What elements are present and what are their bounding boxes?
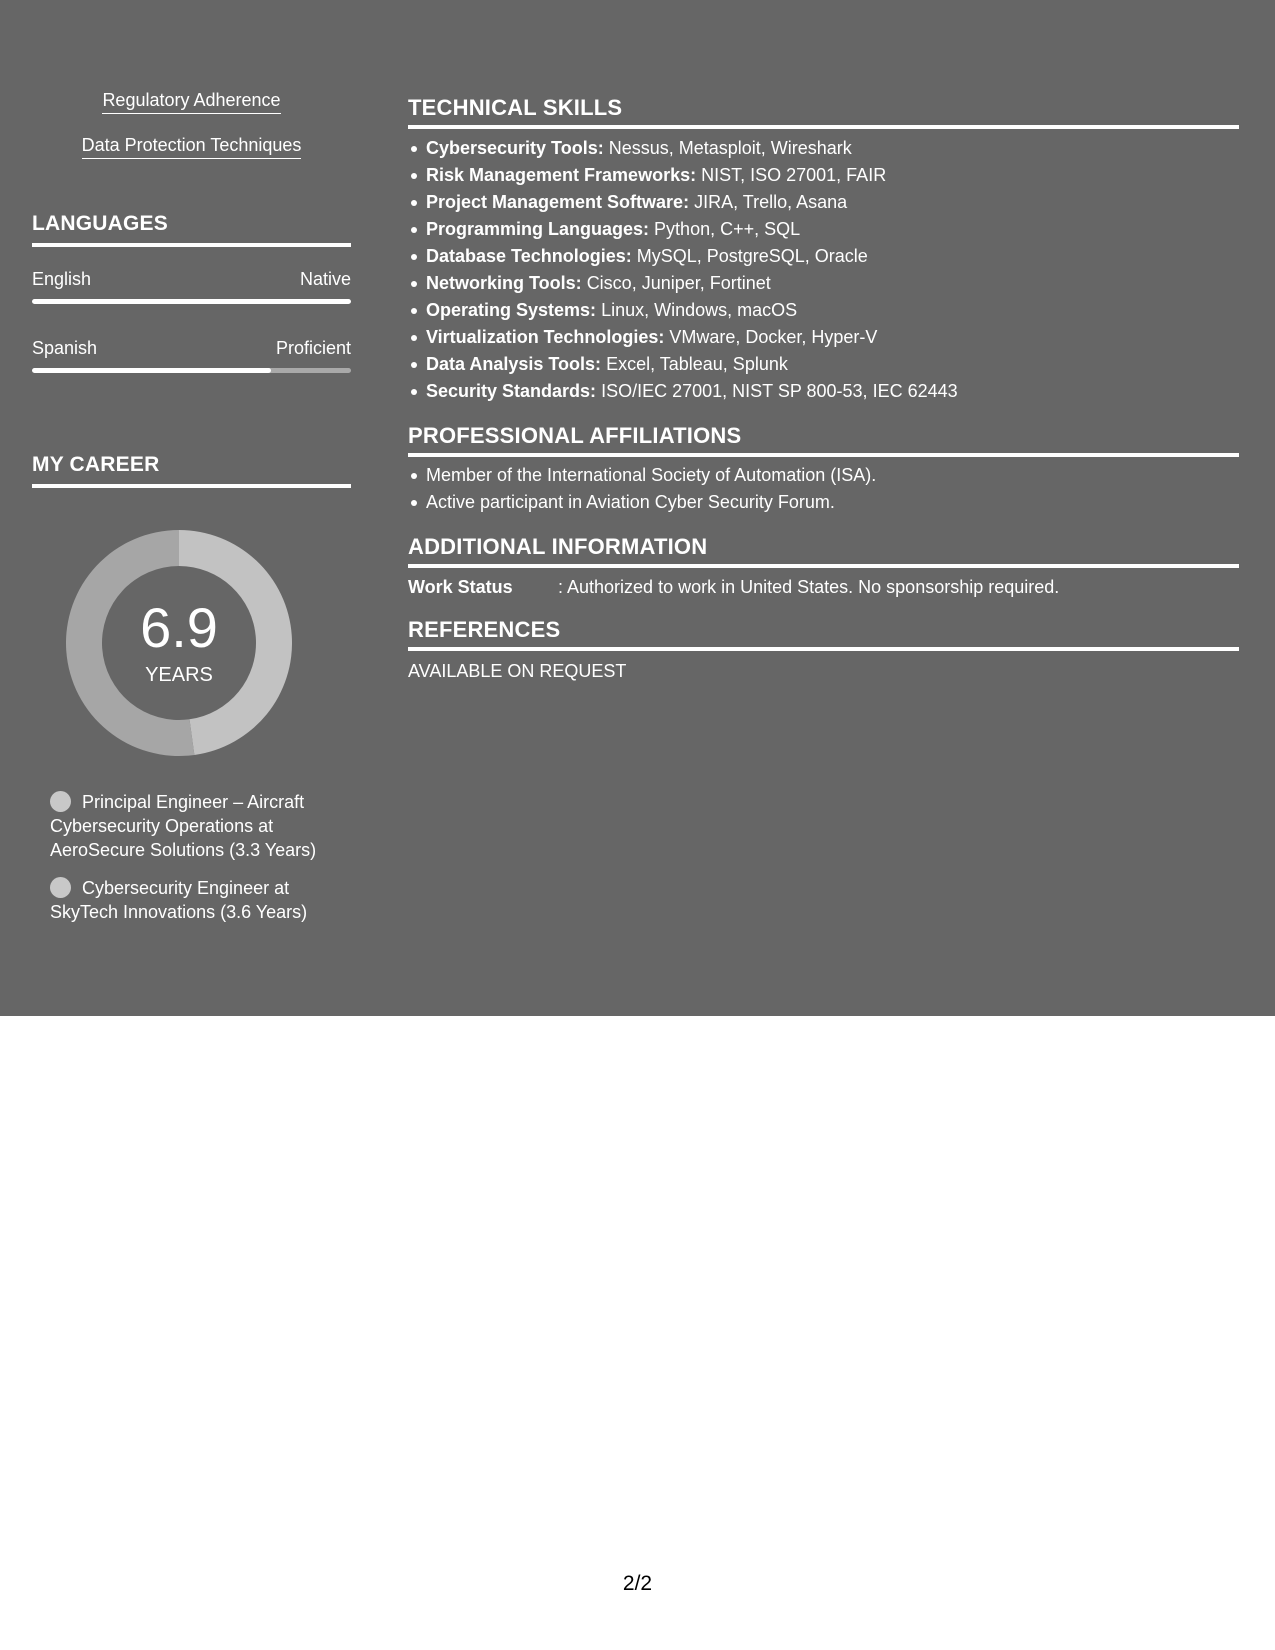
skill-category-label: Operating Systems:	[426, 300, 597, 320]
skill-category-label: Programming Languages:	[426, 219, 650, 239]
language-bar-spanish	[32, 368, 351, 373]
skill-values: Linux, Windows, macOS	[601, 300, 798, 320]
technical-skills-heading: TECHNICAL SKILLS	[408, 95, 1239, 129]
skill-category-label: Risk Management Frameworks:	[426, 165, 697, 185]
affiliation-item: Active participant in Aviation Cyber Security Forum.	[426, 489, 876, 516]
technical-skill-item	[426, 189, 958, 216]
language-bar-fill	[32, 299, 351, 304]
references-text: AVAILABLE ON REQUEST	[408, 661, 627, 681]
affiliations-list	[408, 462, 876, 516]
language-row-english	[32, 268, 351, 290]
work-status-row	[408, 576, 1059, 598]
career-years-unit: YEARS	[145, 664, 213, 686]
technical-skills-list	[408, 135, 958, 405]
career-total-years: 6.9	[140, 596, 218, 659]
technical-skill-item	[426, 351, 958, 378]
language-bar-fill	[32, 368, 271, 373]
career-role-1	[50, 790, 340, 862]
skill-values: Excel, Tableau, Splunk	[606, 354, 788, 374]
language-level: Proficient	[275, 338, 351, 358]
career-heading: MY CAREER	[32, 453, 351, 488]
language-bar-english	[32, 299, 351, 304]
technical-skill-item	[426, 162, 958, 189]
skill-category-label: Networking Tools:	[426, 273, 582, 293]
references-heading: REFERENCES	[408, 617, 1239, 651]
skill-values: VMware, Docker, Hyper-V	[669, 327, 878, 347]
skill-values: ISO/IEC 27001, NIST SP 800-53, IEC 62443	[601, 381, 958, 401]
skill-category-label: Data Analysis Tools:	[426, 354, 602, 374]
skill-link-regulatory-adherence[interactable]: Regulatory Adherence	[32, 89, 351, 111]
career-role-2	[50, 876, 340, 924]
technical-skill-item	[426, 243, 958, 270]
technical-skill-item	[426, 216, 958, 243]
technical-skill-item	[426, 324, 958, 351]
skill-category-label: Virtualization Technologies:	[426, 327, 665, 347]
skill-category-label: Project Management Software:	[426, 192, 690, 212]
technical-skill-item	[426, 135, 958, 162]
language-level: Native	[299, 269, 351, 289]
language-row-spanish	[32, 337, 351, 359]
language-name: Spanish	[32, 338, 98, 358]
affiliation-item: Member of the International Society of Automation (ISA).	[426, 462, 876, 489]
skill-values: Python, C++, SQL	[654, 219, 801, 239]
page-number: 2/2	[622, 1572, 653, 1595]
career-role-label: Cybersecurity Engineer at SkyTech Innovations (3.6 Years)	[50, 878, 308, 922]
language-name: English	[32, 269, 92, 289]
career-role-label: Principal Engineer – Aircraft Cybersecurity Operations at AeroSecure Solutions (3.3 Years)	[50, 792, 317, 860]
languages-heading: LANGUAGES	[32, 212, 351, 247]
technical-skill-item	[426, 270, 958, 297]
work-status-label: Work Status	[408, 577, 513, 597]
skill-category-label: Cybersecurity Tools:	[426, 138, 604, 158]
work-status-value: : Authorized to work in United States. No sponsorship required.	[558, 577, 1060, 597]
skill-values: JIRA, Trello, Asana	[694, 192, 848, 212]
technical-skill-item	[426, 378, 958, 405]
legend-dot-icon	[50, 877, 71, 898]
skill-values: NIST, ISO 27001, FAIR	[701, 165, 887, 185]
skill-values: Cisco, Juniper, Fortinet	[586, 273, 771, 293]
skill-category-label: Database Technologies:	[426, 246, 632, 266]
skill-values: MySQL, PostgreSQL, Oracle	[636, 246, 868, 266]
legend-dot-icon	[50, 791, 71, 812]
technical-skill-item	[426, 297, 958, 324]
career-donut-chart	[66, 530, 292, 756]
additional-info-heading: ADDITIONAL INFORMATION	[408, 534, 1239, 568]
affiliations-heading: PROFESSIONAL AFFILIATIONS	[408, 423, 1239, 457]
skill-values: Nessus, Metasploit, Wireshark	[608, 138, 852, 158]
skill-category-label: Security Standards:	[426, 381, 597, 401]
skill-link-data-protection[interactable]: Data Protection Techniques	[32, 134, 351, 156]
